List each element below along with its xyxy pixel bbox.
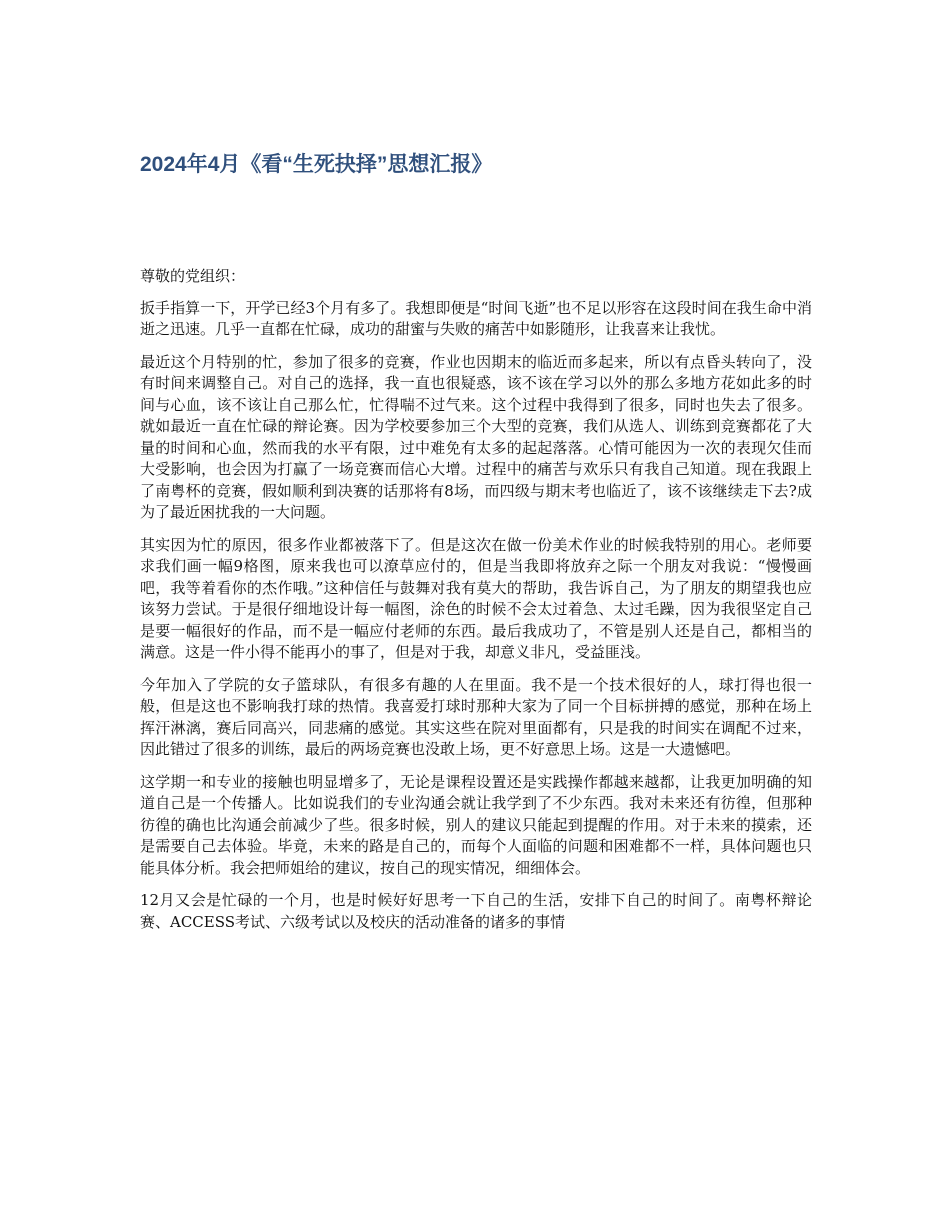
paragraph-4: 今年加入了学院的女子篮球队，有很多有趣的人在里面。我不是一个技术很好的人，球打得也很一般，但是这也不影响我打球的热情。我喜爱打球时那种大家为了同一个目标拼搏的感觉，那种在场上挥汗淋漓，赛后同高兴，同悲痛的感觉。其实这些在院对里面都有，只是我的时间实在调配不过来，因此错过了很多的训练，最后的两场竞赛也没敢上场，更不好意思上场。这是一大遗憾吧。	[140, 675, 812, 758]
document-body	[140, 266, 812, 944]
paragraph-1: 扳手指算一下，开学已经3个月有多了。我想即便是“时间飞逝”也不足以形容在这段时间在我生命中消逝之迅速。几乎一直都在忙碌，成功的甜蜜与失败的痛苦中如影随形，让我喜来让我忧。	[140, 298, 812, 338]
paragraph-3: 其实因为忙的原因，很多作业都被落下了。但是这次在做一份美术作业的时候我特别的用心。老师要求我们画一幅9格图，原来我也可以潦草应付的，但是当我即将放弃之际一个朋友对我说：“慢慢画吧，我等着看你的杰作哦。”这种信任与鼓舞对我有莫大的帮助，我告诉自己，为了朋友的期望我也应该努力尝试。于是很仔细地设计每一幅图，涂色的时候不会太过着急、太过毛躁，因为我很坚定自己是要一幅很好的作品，而不是一幅应付老师的东西。最后我成功了，不管是别人还是自己，都相当的满意。这是一件小得不能再小的事了，但是对于我，却意义非凡，受益匪浅。	[140, 535, 812, 661]
salutation: 尊敬的党组织：	[140, 267, 246, 285]
paragraph-6: 12月又会是忙碌的一个月，也是时候好好思考一下自己的生活，安排下自己的时间了。南粤杯辩论赛、ACCESS考试、六级考试以及校庆的活动准备的诸多的事情	[140, 891, 812, 931]
paragraph-5: 这学期一和专业的接触也明显增多了，无论是课程设置还是实践操作都越来越都，让我更加明确的知道自己是一个传播人。比如说我们的专业沟通会就让我学到了不少东西。我对未来还有彷徨，但那种彷徨的确也比沟通会前减少了些。很多时候，别人的建议只能起到提醒的作用。对于未来的摸索，还是需要自己去体验。毕竟，未来的路是自己的，而每个人面临的问题和困难都不一样，具体问题也只能具体分析。我会把师姐给的建议，按自己的现实情况，细细体会。	[140, 772, 812, 877]
paragraph-2: 最近这个月特别的忙，参加了很多的竞赛，作业也因期末的临近而多起来，所以有点昏头转向了，没有时间来调整自己。对自己的选择，我一直也很疑惑，该不该在学习以外的那么多地方花如此多的时间与心血，该不该让自己那么忙，忙得喘不过气来。这个过程中我得到了很多，同时也失去了很多。就如最近一直在忙碌的辩论赛。因为学校要参加三个大型的竞赛，我们从选人、训练到竞赛都花了大量的时间和心血，然而我的水平有限，过中难免有太多的起起落落。心情可能因为一次的表现欠佳而大受影响，也会因为打赢了一场竞赛而信心大增。过程中的痛苦与欢乐只有我自己知道。现在我跟上了南粤杯的竞赛，假如顺利到决赛的话那将有8场，而四级与期末考也临近了，该不该继续走下去?成为了最近困扰我的一大问题。	[140, 352, 812, 521]
document-title: 2024年4月《看“生死抉择”思想汇报》	[140, 153, 493, 176]
